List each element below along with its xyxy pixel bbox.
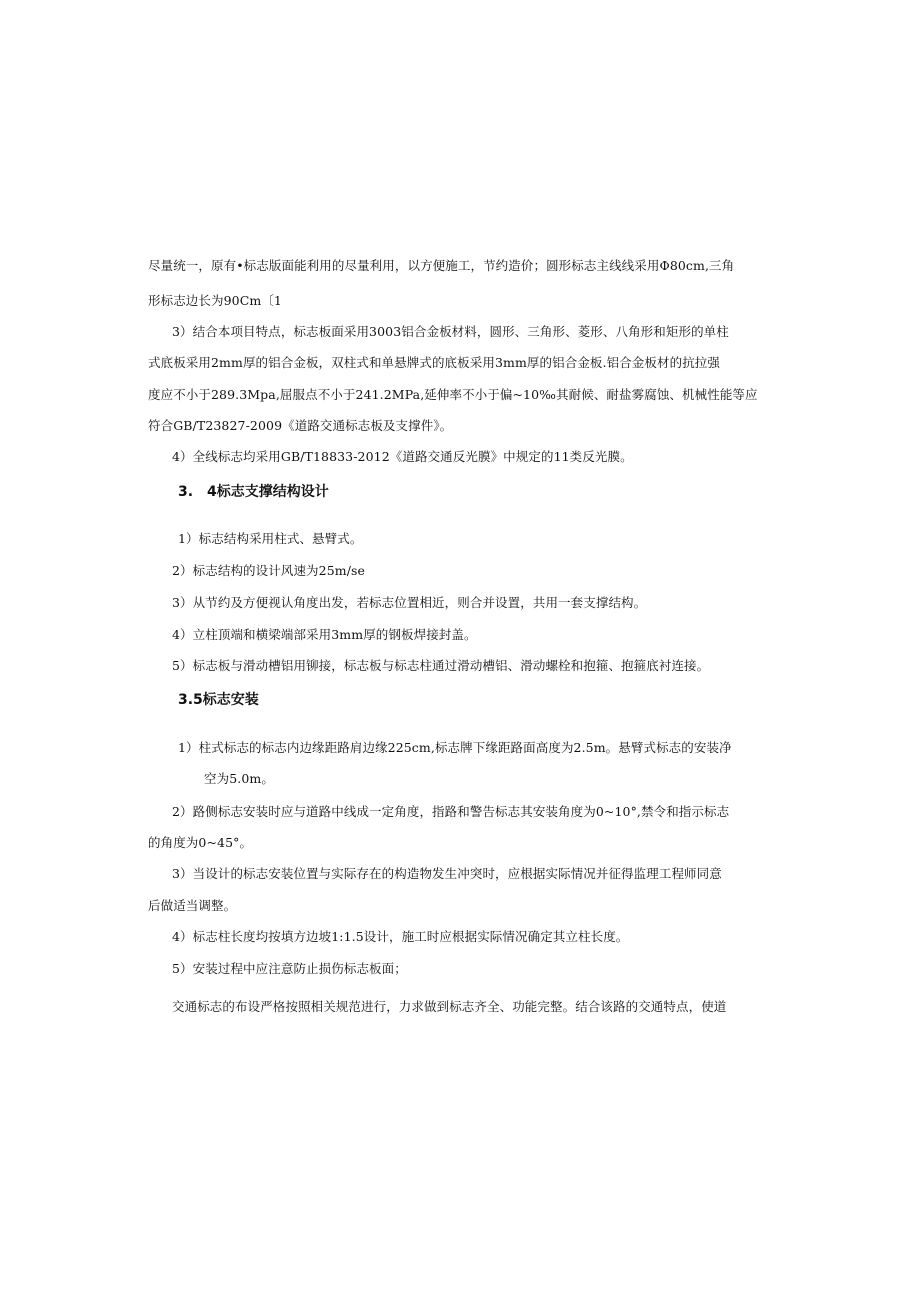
list-item: 后做适当调整。: [148, 898, 237, 913]
list-item: 3）当设计的标志安装位置与实际存在的构造物发生冲突时，应根据实际情况并征得监理工程师同意: [172, 866, 722, 881]
list-item: 5）标志板与滑动槽铝用铆接，标志板与标志柱通过滑动槽铝、滑动螺栓和抱箍、抱箍底衬连接。: [172, 658, 710, 673]
list-item: 4）立柱顶端和横梁端部采用3mm厚的钢板焊接封盖。: [172, 627, 477, 642]
list-item: 1）标志结构采用柱式、悬臂式。: [178, 531, 363, 546]
paragraph-line: 式底板采用2mm厚的铝合金板，双柱式和单悬牌式的底板采用3mm厚的铝合金板.铝合金板材的抗拉强: [148, 355, 720, 370]
list-item: 1）柱式标志的标志内边缘距路肩边缘225cm,标志牌下缘距路面高度为2.5m。悬臂式标志的安装净: [178, 740, 732, 755]
list-item: 3）从节约及方便视认角度出发，若标志位置相近，则合并设置，共用一套支撑结构。: [172, 595, 647, 610]
list-item: 空为5.0m。: [204, 771, 274, 786]
list-item: 的角度为0~45°。: [148, 835, 253, 850]
list-item: 4）标志柱长度均按填方边坡1:1.5设计，施工时应根据实际情况确定其立柱长度。: [172, 929, 629, 944]
paragraph-line: 形标志边长为90Cm〔1: [148, 293, 282, 308]
section-heading: 3.5标志安装: [178, 692, 259, 708]
paragraph-line: 度应不小于289.3Mpa,屈服点不小于241.2MPa,延伸率不小于偏~10‰其耐候、耐盐雾腐蚀、机械性能等应: [148, 387, 758, 402]
list-item: 2）路侧标志安装时应与道路中线成一定角度，指路和警告标志其安装角度为0~10°,禁令和指示标志: [172, 804, 730, 819]
section-heading: 3. 4标志支撑结构设计: [178, 484, 329, 500]
paragraph-line: 符合GB/T23827-2009《道路交通标志板及支撑件》。: [148, 418, 453, 433]
list-item: 5）安装过程中应注意防止损伤标志板面；: [172, 961, 407, 976]
paragraph-line: 交通标志的布设严格按照相关规范进行，力求做到标志齐全、功能完整。结合该路的交通特点，使道: [172, 999, 727, 1014]
list-item: 2）标志结构的设计风速为25m∕se: [172, 563, 366, 578]
paragraph-line: 尽量统一，原有•标志版面能利用的尽量利用，以方便施工，节约造价；圆形标志主线线采用Φ80cm,三角: [148, 258, 735, 273]
paragraph-line: 4）全线标志均采用GB/T18833-2012《道路交通反光膜》中规定的11类反光膜。: [172, 449, 633, 464]
paragraph-line: 3）结合本项目特点，标志板面采用3003铝合金板材料，圆形、三角形、菱形、八角形和矩形的单柱: [172, 324, 729, 339]
